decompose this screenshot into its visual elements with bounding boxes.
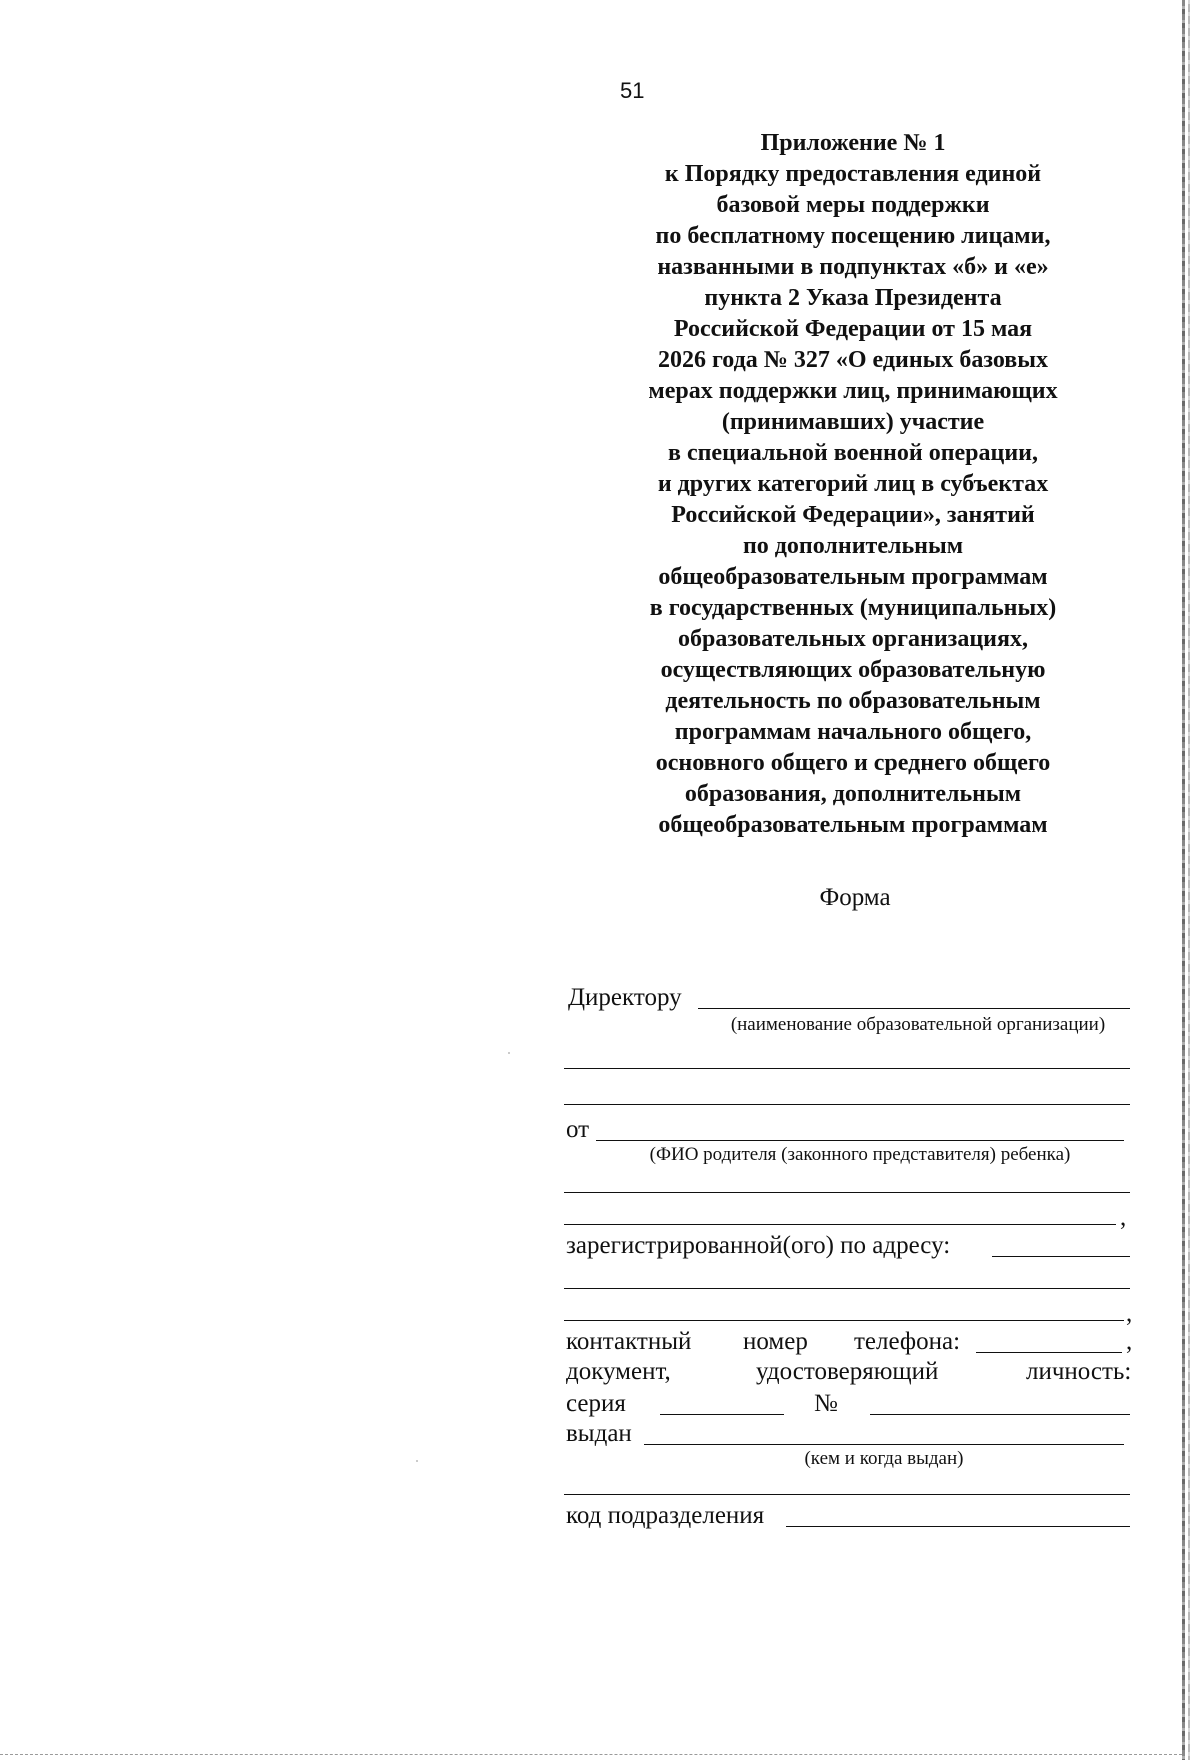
appendix-line: в государственных (муниципальных): [649, 595, 1057, 621]
from-comma: ,: [1120, 1204, 1127, 1231]
director-label: Директору: [568, 984, 682, 1011]
appendix-line: по бесплатному посещению лицами,: [655, 223, 1051, 249]
address-row: [560, 1230, 1140, 1260]
issued-field-line-2[interactable]: [564, 1494, 1130, 1495]
appendix-line: общеобразовательным программам: [658, 812, 1048, 838]
appendix-line: деятельность по образовательным: [665, 688, 1041, 714]
scan-edge-right-inner: [1188, 0, 1190, 1760]
scan-edge-right: [1182, 0, 1185, 1760]
from-field[interactable]: [596, 1140, 1124, 1141]
address-comma: ,: [1126, 1300, 1133, 1327]
appendix-line: образовательных организациях,: [678, 626, 1028, 652]
from-field-line-3[interactable]: [564, 1224, 1116, 1225]
director-field[interactable]: [698, 1008, 1130, 1009]
scan-edge-bottom: [0, 1754, 1182, 1756]
subdivision-row: [560, 1500, 1140, 1530]
appendix-line: в специальной военной операции,: [667, 440, 1039, 466]
scan-speck: [416, 1460, 418, 1462]
number-field[interactable]: [870, 1414, 1130, 1415]
document-word-2: удостоверяющий: [756, 1358, 939, 1385]
document-row: [560, 1356, 1140, 1386]
appendix-line: мерах поддержки лиц, принимающих: [648, 378, 1058, 404]
issued-field[interactable]: [644, 1444, 1124, 1445]
series-number-row: [560, 1388, 1140, 1418]
appendix-line: программам начального общего,: [674, 719, 1032, 745]
document-word-1: документ,: [566, 1358, 671, 1385]
from-field-line-2[interactable]: [564, 1192, 1130, 1193]
series-field[interactable]: [660, 1414, 784, 1415]
appendix-line: базовой меры поддержки: [716, 192, 990, 218]
director-field-line-2[interactable]: [564, 1068, 1130, 1069]
phone-comma: ,: [1126, 1328, 1133, 1355]
appendix-line: основного общего и среднего общего: [655, 750, 1051, 776]
director-field-line-3[interactable]: [564, 1104, 1130, 1105]
scan-speck: [508, 1052, 510, 1054]
appendix-line: к Порядку предоставления единой: [664, 161, 1042, 187]
director-caption: (наименование образовательной организации): [730, 1014, 1106, 1035]
appendix-line: образования, дополнительным: [684, 781, 1022, 807]
document-word-3: личность:: [1026, 1358, 1132, 1385]
appendix-line: названными в подпунктах «б» и «е»: [657, 254, 1049, 280]
series-label: серия: [566, 1390, 626, 1417]
subdivision-label: код подразделения: [566, 1502, 765, 1529]
address-field[interactable]: [992, 1256, 1130, 1257]
appendix-line: и других категорий лиц в субъектах: [657, 471, 1049, 497]
appendix-line: (принимавших) участие: [721, 409, 985, 435]
phone-field[interactable]: [976, 1352, 1122, 1353]
page-number: 51: [620, 78, 645, 103]
address-field-line-2[interactable]: [564, 1288, 1130, 1289]
appendix-line: осуществляющих образовательную: [660, 657, 1046, 683]
appendix-line: пункта 2 Указа Президента: [704, 285, 1002, 311]
subdivision-field[interactable]: [786, 1526, 1130, 1527]
phone-word-1: контактный: [566, 1328, 692, 1355]
issued-row: [560, 1418, 1140, 1448]
address-label: зарегистрированной(ого) по адресу:: [566, 1232, 951, 1259]
issued-label: выдан: [566, 1420, 632, 1447]
phone-word-2: номер: [743, 1328, 808, 1355]
form-label: Форма: [819, 884, 891, 911]
appendix-line: Приложение № 1: [760, 130, 946, 156]
from-caption: (ФИО родителя (законного представителя) ребенка): [649, 1144, 1071, 1165]
appendix-line: общеобразовательным программам: [658, 564, 1048, 590]
phone-row: [560, 1326, 1140, 1356]
issued-caption: (кем и когда выдан): [804, 1448, 964, 1469]
phone-word-3: телефона:: [854, 1328, 961, 1355]
from-label: от: [566, 1116, 590, 1143]
appendix-heading: [588, 128, 1118, 841]
from-row: [560, 1114, 1140, 1144]
appendix-line: 2026 года № 327 «О единых базовых: [657, 347, 1048, 373]
appendix-line: Российской Федерации от 15 мая: [673, 316, 1033, 342]
director-row: [560, 982, 1140, 1012]
number-label: №: [814, 1390, 838, 1417]
appendix-line: по дополнительным: [742, 533, 964, 559]
appendix-line: Российской Федерации», занятий: [671, 502, 1035, 528]
address-field-line-3[interactable]: [564, 1320, 1124, 1321]
